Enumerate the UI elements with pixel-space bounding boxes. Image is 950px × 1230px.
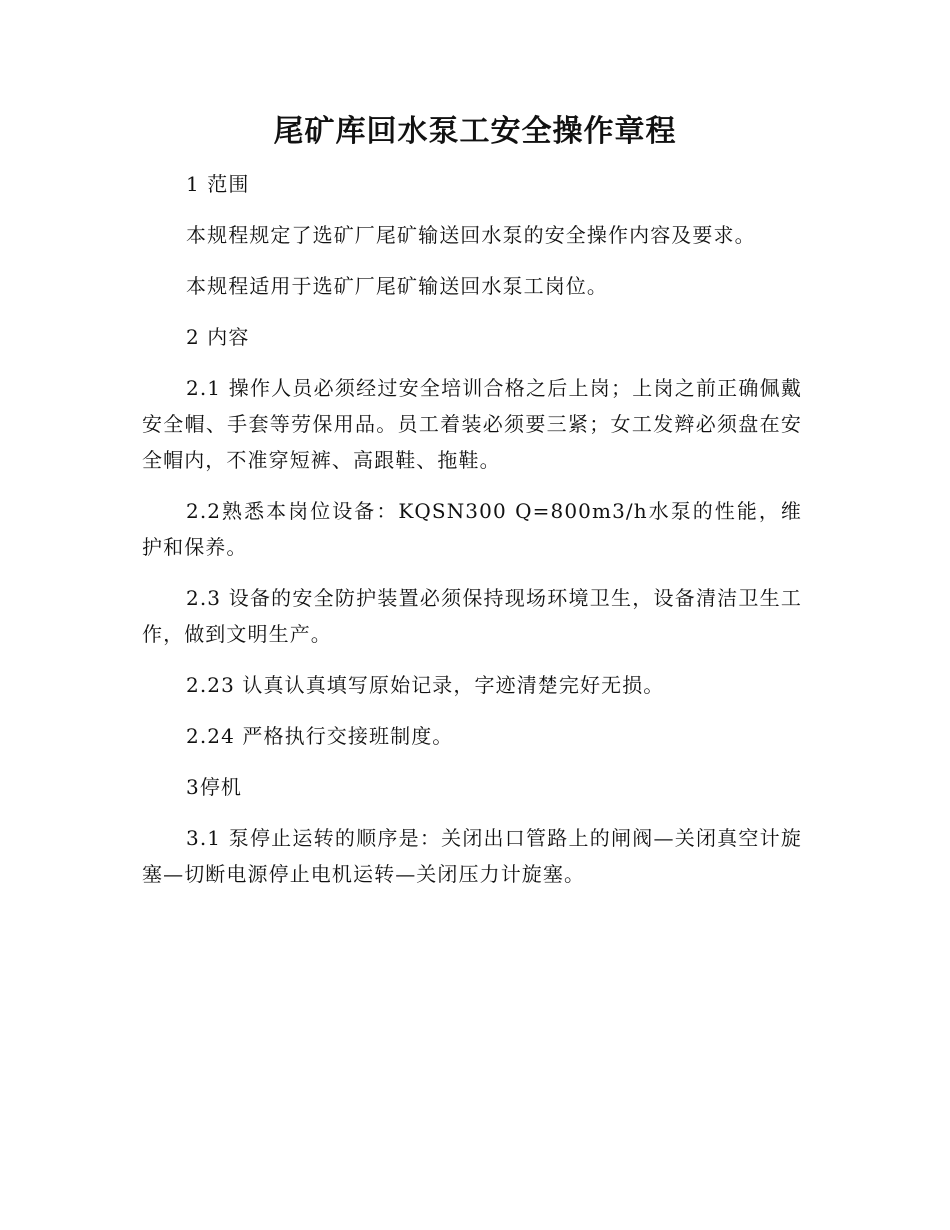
paragraph-2-2: 2.2熟悉本岗位设备：KQSN300 Q=800m3/h水泵的性能，维护和保养。 xyxy=(142,499,802,559)
paragraph-3-1: 3.1 泵停止运转的顺序是：关闭出口管路上的闸阀—关闭真空计旋塞—切断电源停止电机运转—关闭压力计旋塞。 xyxy=(142,826,802,886)
paragraph-2-23: 2.23 认真认真填写原始记录，字迹清楚完好无损。 xyxy=(186,673,665,697)
section-heading-scope: 1 范围 xyxy=(186,172,250,196)
document-title: 尾矿库回水泵工安全操作章程 xyxy=(273,114,677,149)
section-heading-shutdown: 3停机 xyxy=(186,775,243,799)
section-heading-content: 2 内容 xyxy=(186,325,250,349)
paragraph-2-1: 2.1 操作人员必须经过安全培训合格之后上岗；上岗之前正确佩戴安全帽、手套等劳保用品。员工着装必须要三紧；女工发辫必须盘在安全帽内，不准穿短裤、高跟鞋、拖鞋。 xyxy=(142,376,802,472)
paragraph-scope-definition: 本规程规定了选矿厂尾矿输送回水泵的安全操作内容及要求。 xyxy=(186,223,756,247)
document-body xyxy=(142,166,802,907)
paragraph-2-3: 2.3 设备的安全防护装置必须保持现场环境卫生，设备清洁卫生工作，做到文明生产。 xyxy=(142,586,802,646)
paragraph-scope-applicability: 本规程适用于选矿厂尾矿输送回水泵工岗位。 xyxy=(186,274,608,298)
paragraph-2-24: 2.24 严格执行交接班制度。 xyxy=(186,724,454,748)
